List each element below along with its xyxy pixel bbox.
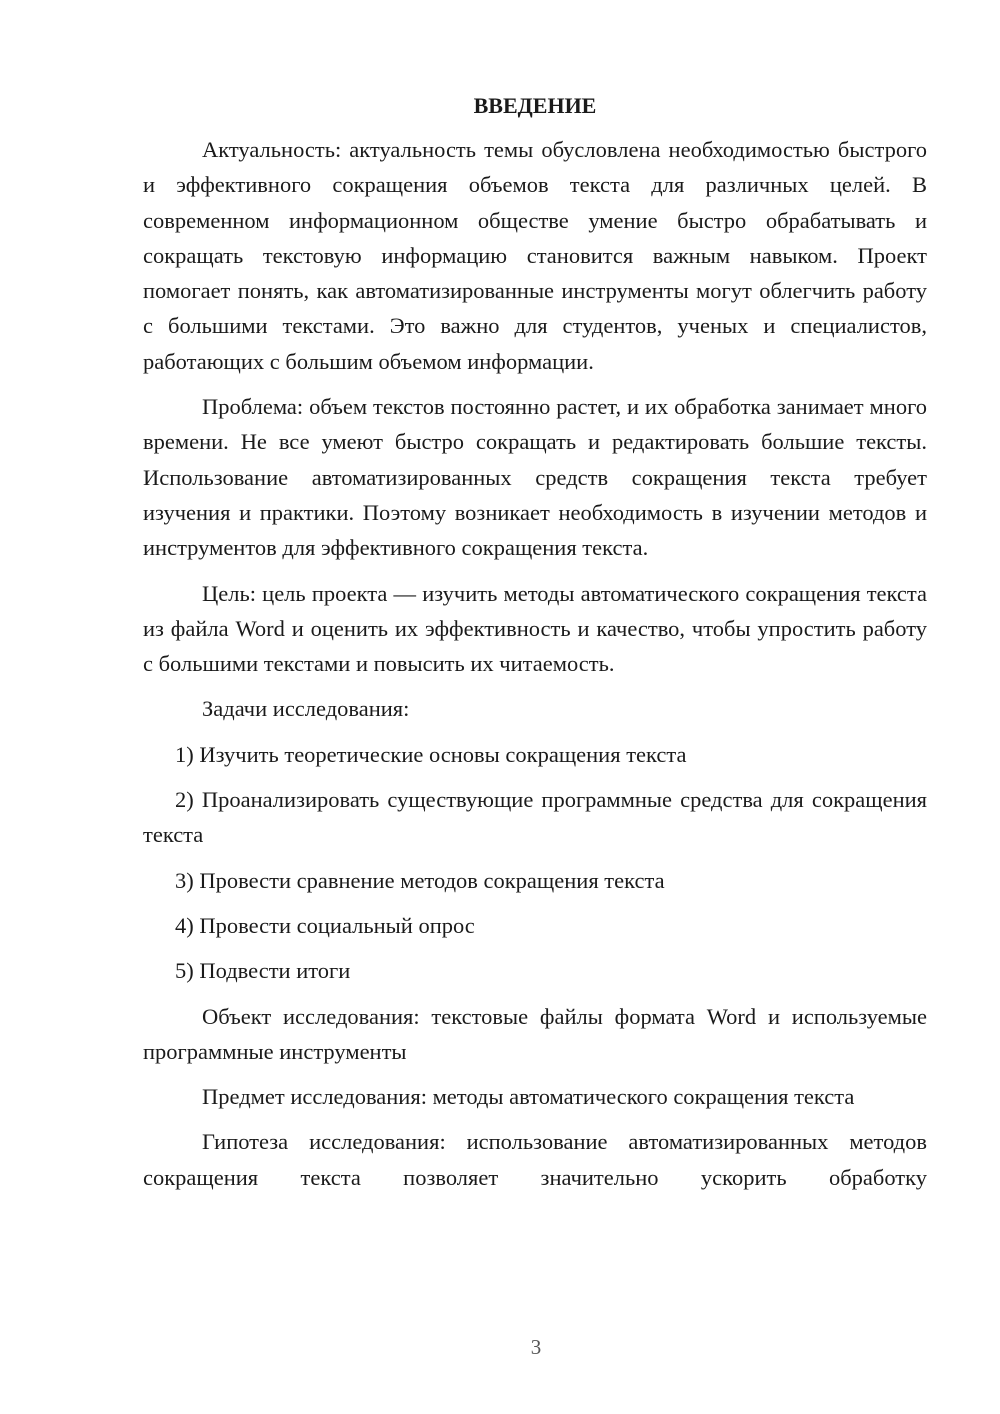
task-item: 2) Проанализировать существующие программные средства для сокращения текста	[143, 787, 927, 848]
problem-paragraph: Проблема: объем текстов постоянно растет, и их обработка занимает много времени. Не все умеют быстро сокращать и редактировать большие тексты. Использование автоматизированных средств сокращения текста требует изучения и практики. Поэтому возникает необходимость в изучении методов и инструментов для эффективного сокращения текста.	[143, 394, 927, 561]
task-item: 3) Провести сравнение методов сокращения текста	[175, 867, 665, 893]
subject-paragraph: Предмет исследования: методы автоматического сокращения текста	[202, 1084, 855, 1110]
object-paragraph: Объект исследования: текстовые файлы формата Word и используемые программные инструменты	[143, 1003, 927, 1064]
section-heading: ВВЕДЕНИЕ	[473, 93, 597, 118]
hypothesis-paragraph: Гипотеза исследования: использование автоматизированных методов сокращения текста позволяет значительно ускорить обработку	[143, 1129, 927, 1190]
task-item: 4) Провести социальный опрос	[175, 912, 475, 938]
tasks-title: Задачи исследования:	[202, 696, 410, 722]
page-number: 3	[530, 1335, 542, 1359]
document-page	[143, 92, 927, 1205]
task-item: 1) Изучить теоретические основы сокращения текста	[175, 741, 687, 767]
task-item: 5) Подвести итоги	[175, 958, 351, 984]
goal-paragraph: Цель: цель проекта — изучить методы автоматического сокращения текста из файла Word и оценить их эффективность и качество, чтобы упростить работу с большими текстами и повысить их читаемость.	[143, 580, 927, 677]
relevance-paragraph: Актуальность: актуальность темы обусловлена необходимостью быстрого и эффективного сокращения объемов текста для различных целей. В современном информационном обществе умение быстро обрабатывать и сокращать текстовую информацию становится важным навыком. Проект помогает понять, как автоматизированные инструменты могут облегчить работу с большими текстами. Это важно для студентов, ученых и специалистов, работающих с большим объемом информации.	[143, 137, 927, 374]
tasks-list	[143, 737, 927, 989]
